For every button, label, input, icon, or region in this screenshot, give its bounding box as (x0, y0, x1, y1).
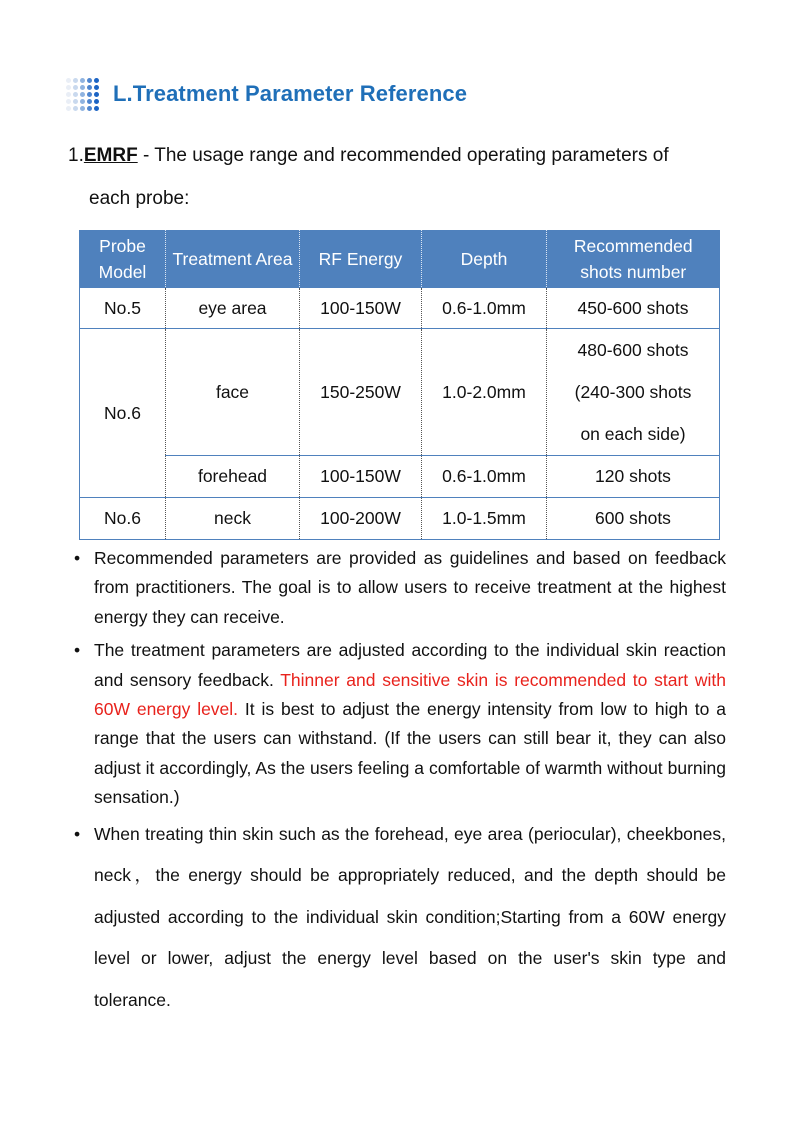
dot (73, 106, 78, 111)
dot (66, 78, 71, 83)
dot (87, 92, 92, 97)
cell-treatment-area: forehead (166, 456, 300, 498)
shots-line: 480-600 shots (577, 340, 689, 360)
note-item: • When treating thin skin such as the forehead, eye area (periocular), cheekbones, neck，the energy should be appropriately reduced, and the depth should be adjusted according to the individual skin condition;Starting from a 60W energy level or lower, adjust the energy level based on the user's skin type and tolerance. (72, 814, 726, 1022)
table-row (80, 456, 720, 498)
intro-text-continued: each probe: (89, 188, 190, 209)
intro-text: - The usage range and recommended operating parameters of (137, 145, 669, 166)
cell-rf-energy: 150-250W (300, 329, 422, 456)
intro-keyword: EMRF (83, 145, 138, 166)
note-item: • Recommended parameters are provided as guidelines and based on feedback from practitioners. The goal is to allow users to receive treatment at the highest energy they can receive. (72, 544, 726, 632)
cell-shots: 600 shots (547, 498, 720, 540)
dot (87, 78, 92, 83)
dot (66, 106, 71, 111)
dot (94, 78, 99, 83)
note-text: The treatment parameters are adjusted according to the individual skin reaction and sensory feedback. (94, 640, 726, 690)
header-probe-model: Probe Model (80, 230, 166, 288)
intro-paragraph (68, 134, 728, 220)
shots-line: on each side) (580, 424, 686, 444)
parameters-table (79, 230, 720, 540)
cell-rf-energy: 100-200W (300, 498, 422, 540)
dot (73, 78, 78, 83)
table-row (80, 498, 720, 540)
dot (80, 92, 85, 97)
table-header-row (80, 230, 720, 288)
cell-probe-model: No.6 (80, 329, 166, 498)
cell-rf-energy: 100-150W (300, 288, 422, 329)
dot (66, 92, 71, 97)
header-depth: Depth (422, 230, 547, 288)
notes-list (72, 544, 726, 1022)
note-text: It is best to adjust the energy intensity from low to high to a range that the users can withstand. (If the users can still bear it, they can also adjust it accordingly, As the users feeling a comfortable of warmth without burning sensation.) (94, 699, 726, 808)
cell-probe-model: No.6 (80, 498, 166, 540)
dot (94, 106, 99, 111)
dot (73, 99, 78, 104)
header-recommended-shots: Recommended shots number (547, 230, 720, 288)
dot (94, 85, 99, 90)
dot (66, 85, 71, 90)
dot (66, 99, 71, 104)
dot (80, 78, 85, 83)
cell-depth: 1.0-2.0mm (422, 329, 547, 456)
cell-probe-model: No.5 (80, 288, 166, 329)
dot (80, 99, 85, 104)
dot (94, 99, 99, 104)
dot (80, 85, 85, 90)
cell-treatment-area: eye area (166, 288, 300, 329)
cell-treatment-area: face (166, 329, 300, 456)
cell-depth: 0.6-1.0mm (422, 456, 547, 498)
dot (73, 85, 78, 90)
shots-line: (240-300 shots (574, 382, 692, 402)
table-row (80, 288, 720, 329)
cell-shots (547, 329, 720, 456)
section-heading (66, 72, 467, 116)
cell-depth: 0.6-1.0mm (422, 288, 547, 329)
note-item (72, 636, 726, 812)
cell-treatment-area: neck (166, 498, 300, 540)
cell-shots: 450-600 shots (547, 288, 720, 329)
dot (87, 99, 92, 104)
dot-grid-icon (66, 78, 99, 111)
intro-number: 1. (68, 145, 84, 166)
dot (87, 85, 92, 90)
dot (73, 92, 78, 97)
cell-shots: 120 shots (547, 456, 720, 498)
section-title: L.Treatment Parameter Reference (113, 81, 468, 106)
header-rf-energy: RF Energy (300, 230, 422, 288)
cell-depth: 1.0-1.5mm (422, 498, 547, 540)
table-row (80, 329, 720, 456)
dot (94, 92, 99, 97)
dot (87, 106, 92, 111)
dot (80, 106, 85, 111)
note-highlight: Thinner and sensitive skin is recommended to start with 60W energy level. (94, 669, 726, 720)
header-treatment-area: Treatment Area (166, 230, 300, 288)
cell-rf-energy: 100-150W (300, 456, 422, 498)
